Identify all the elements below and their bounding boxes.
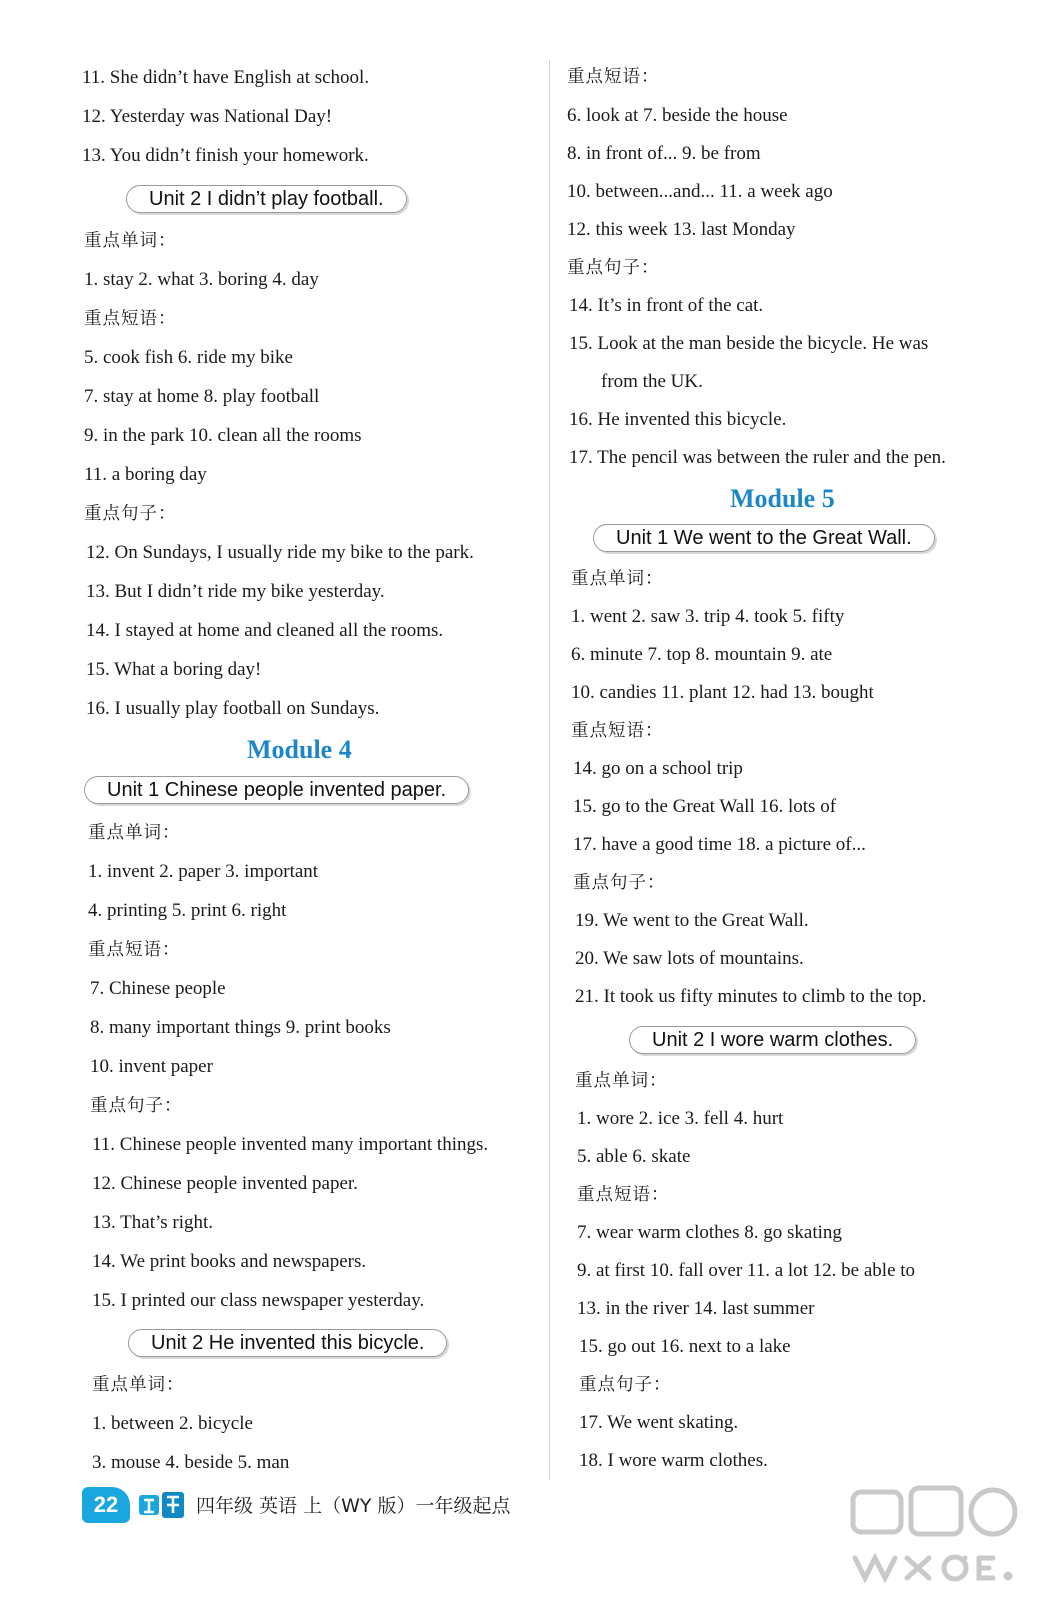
word-list-line: 3. mouse 4. beside 5. man bbox=[92, 1452, 290, 1473]
phrase-list-line: 9. in the park 10. clean all the rooms bbox=[84, 425, 362, 446]
section-heading-phrases: 重点短语： bbox=[571, 721, 664, 741]
section-heading-words: 重点单词： bbox=[92, 1375, 185, 1395]
section-heading-sentences: 重点句子： bbox=[573, 873, 666, 893]
section-heading-phrases: 重点短语： bbox=[567, 67, 660, 87]
sentence-line: 12. Yesterday was National Day! bbox=[82, 106, 333, 127]
section-heading-phrases: 重点短语： bbox=[88, 940, 181, 960]
phrase-list-line: 7. stay at home 8. play football bbox=[84, 386, 320, 407]
word-list-line: 1. invent 2. paper 3. important bbox=[88, 861, 319, 882]
section-heading-words: 重点单词： bbox=[88, 823, 181, 843]
sentence-line: 13. But I didn’t ride my bike yesterday. bbox=[86, 581, 385, 602]
phrase-list-line: 7. wear warm clothes 8. go skating bbox=[577, 1222, 842, 1243]
phrase-list-line: 14. go on a school trip bbox=[573, 758, 743, 779]
sentence-line: 17. The pencil was between the ruler and the pen. bbox=[569, 447, 946, 468]
word-list-line: 1. stay 2. what 3. boring 4. day bbox=[84, 269, 319, 290]
sentence-line: 16. He invented this bicycle. bbox=[569, 409, 787, 430]
module-heading: Module 4 bbox=[247, 735, 352, 764]
sentence-line: 15. Look at the man beside the bicycle. He was bbox=[569, 333, 929, 354]
sentence-line: 15. I printed our class newspaper yesterday. bbox=[92, 1290, 425, 1311]
book-title: 四年级 英语 上（WY 版）一年级起点 bbox=[196, 1495, 511, 1517]
sentence-line: 12. Chinese people invented paper. bbox=[92, 1173, 358, 1194]
unit-heading: Unit 2 He invented this bicycle. bbox=[128, 1329, 447, 1357]
sentence-line: 13. You didn’t finish your homework. bbox=[82, 145, 369, 166]
word-list-line: 6. minute 7. top 8. mountain 9. ate bbox=[571, 644, 833, 665]
section-heading-sentences: 重点句子： bbox=[567, 258, 660, 278]
section-heading-sentences: 重点句子： bbox=[84, 504, 177, 524]
word-list-line: 1. between 2. bicycle bbox=[92, 1413, 253, 1434]
sentence-line: from the UK. bbox=[601, 371, 703, 392]
unit-heading: Unit 2 I wore warm clothes. bbox=[629, 1026, 916, 1054]
phrase-list-line: 9. at first 10. fall over 11. a lot 12. be able to bbox=[577, 1260, 916, 1281]
word-list-line: 5. able 6. skate bbox=[577, 1146, 691, 1167]
sentence-line: 18. I wore warm clothes. bbox=[579, 1450, 768, 1471]
phrase-list-line: 17. have a good time 18. a picture of... bbox=[573, 834, 866, 855]
phrase-list-line: 10. invent paper bbox=[90, 1056, 213, 1077]
unit-heading: Unit 1 Chinese people invented paper. bbox=[84, 776, 469, 804]
unit-heading: Unit 1 We went to the Great Wall. bbox=[593, 524, 935, 552]
section-heading-phrases: 重点短语： bbox=[577, 1185, 670, 1205]
phrase-list-line: 13. in the river 14. last summer bbox=[577, 1298, 815, 1319]
unit-heading: Unit 2 I didn’t play football. bbox=[126, 185, 407, 213]
section-heading-sentences: 重点句子： bbox=[579, 1375, 672, 1395]
module-heading: Module 5 bbox=[730, 484, 835, 513]
word-list-line: 4. printing 5. print 6. right bbox=[88, 900, 287, 921]
column-divider bbox=[549, 60, 550, 1480]
sentence-line: 19. We went to the Great Wall. bbox=[575, 910, 809, 931]
section-heading-words: 重点单词： bbox=[84, 231, 177, 251]
phrase-list-line: 8. many important things 9. print books bbox=[90, 1017, 391, 1038]
sentence-line: 21. It took us fifty minutes to climb to the top. bbox=[575, 986, 927, 1007]
section-heading-phrases: 重点短语： bbox=[84, 309, 177, 329]
word-list-line: 1. wore 2. ice 3. fell 4. hurt bbox=[577, 1108, 784, 1129]
word-list-line: 1. went 2. saw 3. trip 4. took 5. fifty bbox=[571, 606, 845, 627]
page-number-badge: 22 bbox=[82, 1487, 130, 1523]
phrase-list-line: 12. this week 13. last Monday bbox=[567, 219, 796, 240]
sentence-line: 14. It’s in front of the cat. bbox=[569, 295, 764, 316]
phrase-list-line: 11. a boring day bbox=[84, 464, 207, 485]
phrase-list-line: 8. in front of... 9. be from bbox=[567, 143, 761, 164]
sentence-line: 16. I usually play football on Sundays. bbox=[86, 698, 380, 719]
phrase-list-line: 5. cook fish 6. ride my bike bbox=[84, 347, 293, 368]
sentence-line: 12. On Sundays, I usually ride my bike to the park. bbox=[86, 542, 474, 563]
section-heading-words: 重点单词： bbox=[575, 1071, 668, 1091]
phrase-list-line: 6. look at 7. beside the house bbox=[567, 105, 788, 126]
section-heading-words: 重点单词： bbox=[571, 569, 664, 589]
watermark-logo-icon bbox=[845, 1478, 1025, 1588]
sentence-line: 14. We print books and newspapers. bbox=[92, 1251, 367, 1272]
phrase-list-line: 10. between...and... 11. a week ago bbox=[567, 181, 833, 202]
phrase-list-line: 15. go to the Great Wall 16. lots of bbox=[573, 796, 837, 817]
phrase-list-line: 15. go out 16. next to a lake bbox=[579, 1336, 791, 1357]
sentence-line: 11. Chinese people invented many important things. bbox=[92, 1134, 489, 1155]
phrase-list-line: 7. Chinese people bbox=[90, 978, 226, 999]
sentence-line: 11. She didn’t have English at school. bbox=[82, 67, 370, 88]
sentence-line: 13. That’s right. bbox=[92, 1212, 214, 1233]
sentence-line: 15. What a boring day! bbox=[86, 659, 262, 680]
brand-logo-icon bbox=[136, 1487, 188, 1523]
sentence-line: 14. I stayed at home and cleaned all the rooms. bbox=[86, 620, 444, 641]
sentence-line: 17. We went skating. bbox=[579, 1412, 739, 1433]
word-list-line: 10. candies 11. plant 12. had 13. bought bbox=[571, 682, 874, 703]
section-heading-sentences: 重点句子： bbox=[90, 1096, 183, 1116]
sentence-line: 20. We saw lots of mountains. bbox=[575, 948, 804, 969]
